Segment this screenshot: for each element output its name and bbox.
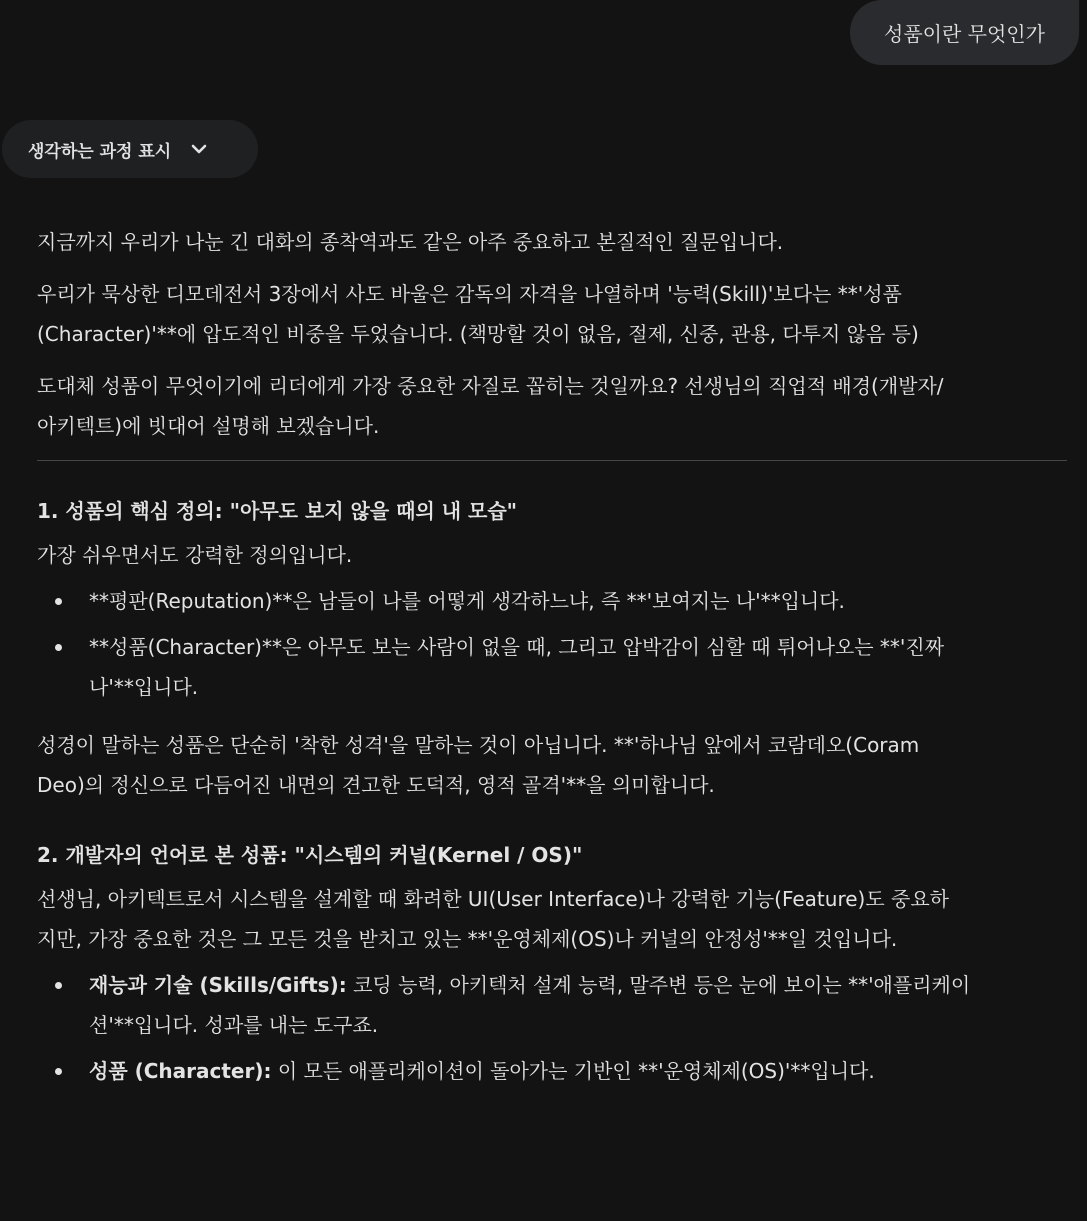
bullet-dot [55, 1068, 62, 1075]
section-1-closing-line-1: 성경이 말하는 성품은 단순히 '착한 성격'을 말하는 것이 아닙니다. **'하나님 앞에서 코람데오(Coram [37, 733, 920, 757]
list-item [37, 581, 1067, 621]
section-1-bullet-2-line-1: **성품(Character)**은 아무도 보는 사람이 없을 때, 그리고 압박감이 심할 때 튀어나오는 **'진짜 [89, 635, 945, 659]
section-divider [37, 460, 1067, 461]
section-2-list [37, 965, 1067, 1091]
list-item [37, 965, 1067, 1045]
section-1-lead: 가장 쉬우면서도 강력한 정의입니다. [37, 543, 353, 567]
paragraph-2-line-2: (Character)'**에 압도적인 비중을 두었습니다. (책망할 것이 없음, 절제, 신중, 관용, 다투지 않음 등) [37, 322, 919, 346]
list-item [37, 1051, 1067, 1091]
list-item [37, 627, 1067, 707]
section-1-closing-line-2: Deo)의 정신으로 다듬어진 내면의 견고한 도덕적, 영적 골격'**을 의미합니다. [37, 773, 715, 797]
show-thinking-label: 생각하는 과정 표시 [28, 141, 172, 162]
chevron-down-icon [189, 139, 209, 159]
section-2-bullet-1-line-1: 코딩 능력, 아키텍처 설계 능력, 말주변 등은 눈에 보이는 **'애플리케이 [346, 973, 971, 997]
section-2-bullet-1-line-2: 션'**입니다. 성과를 내는 도구죠. [89, 1013, 379, 1037]
user-message-bubble [850, 0, 1079, 65]
section-2-bullet-1-bold: 재능과 기술 (Skills/Gifts): [89, 973, 347, 997]
section-1-bullet-1: **평판(Reputation)**은 남들이 나를 어떻게 생각하느냐, 즉 **'보여지는 나'**입니다. [89, 589, 845, 613]
section-1-closing [37, 725, 1067, 805]
bullet-dot [55, 982, 62, 989]
paragraph-3-line-2: 아키텍트)에 빗대어 설명해 보겠습니다. [37, 414, 380, 438]
section-2-heading: 2. 개발자의 언어로 본 성품: "시스템의 커널(Kernel / OS)" [37, 843, 583, 867]
paragraph-3-line-1: 도대체 성품이 무엇이기에 리더에게 가장 중요한 자질로 꼽히는 것일까요? 선생님의 직업적 배경(개발자/ [37, 374, 944, 398]
section-1-bullet-2-line-2: 나'**입니다. [89, 675, 199, 699]
user-message-text: 성품이란 무엇인가 [884, 22, 1045, 46]
response-paragraph-3 [37, 366, 1067, 446]
response-paragraph-2 [37, 274, 1067, 354]
section-1-heading: 1. 성품의 핵심 정의: "아무도 보지 않을 때의 내 모습" [37, 499, 518, 523]
section-2-bullet-2-bold: 성품 (Character): [89, 1059, 272, 1083]
section-1-list [37, 581, 1067, 707]
section-2-bullet-2-text: 이 모든 애플리케이션이 돌아가는 기반인 **'운영체제(OS)'**입니다. [271, 1059, 875, 1083]
section-2-lead-line-1: 선생님, 아키텍트로서 시스템을 설계할 때 화려한 UI(User Interface)나 강력한 기능(Feature)도 중요하 [37, 887, 949, 911]
section-2-lead-line-2: 지만, 가장 중요한 것은 그 모든 것을 받치고 있는 **'운영체제(OS)나 커널의 안정성'**일 것입니다. [37, 927, 898, 951]
bullet-dot [55, 598, 62, 605]
paragraph-2-line-1: 우리가 묵상한 디모데전서 3장에서 사도 바울은 감독의 자격을 나열하며 '능력(Skill)'보다는 **'성품 [37, 282, 902, 306]
section-2-lead [37, 879, 1067, 959]
bullet-dot [55, 644, 62, 651]
response-intro: 지금까지 우리가 나눈 긴 대화의 종착역과도 같은 아주 중요하고 본질적인 질문입니다. [37, 230, 784, 254]
assistant-response [37, 222, 1067, 1097]
show-thinking-button[interactable] [2, 120, 258, 178]
